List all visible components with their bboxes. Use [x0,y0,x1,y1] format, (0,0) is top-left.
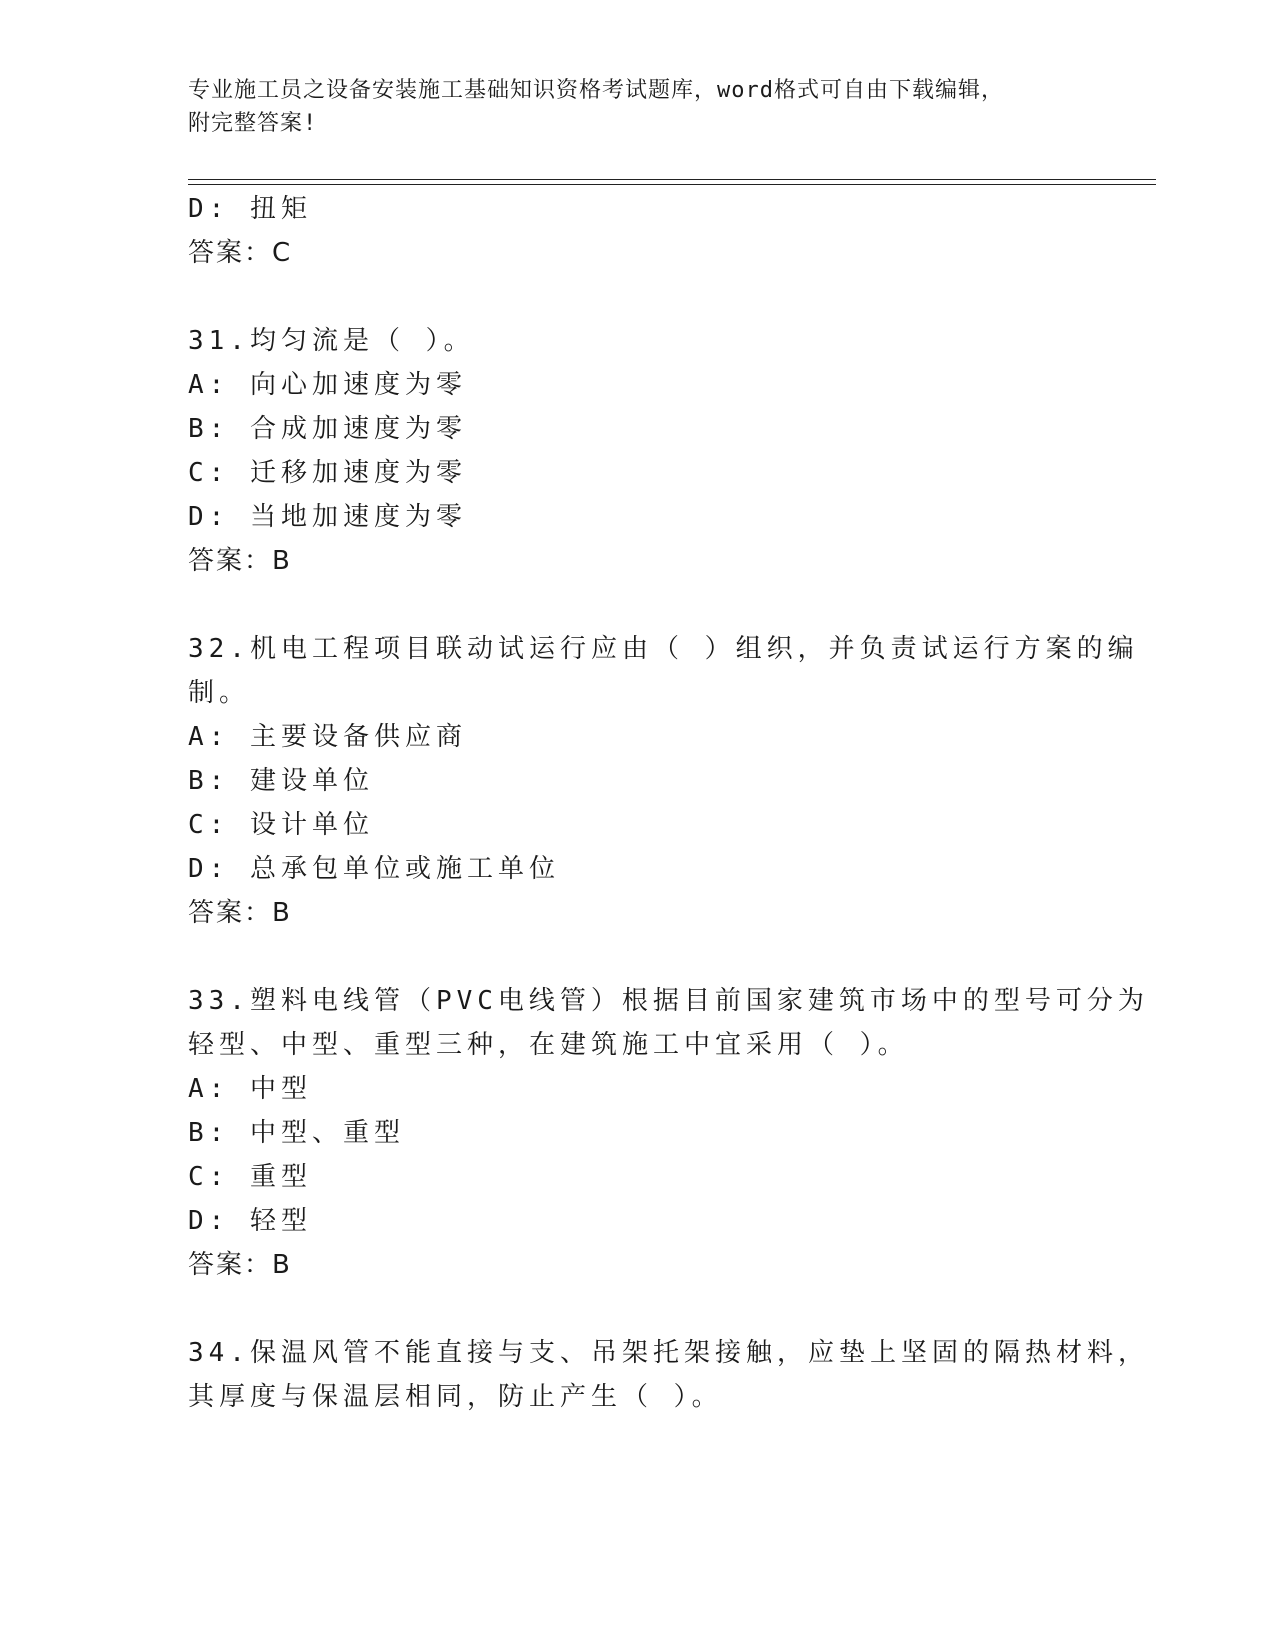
q33-option-b: B: 中型、重型 [188,1118,405,1148]
q31-answer: 答案：B [188,546,292,576]
q32-option-a: A: 主要设备供应商 [188,722,467,752]
q31-option-a: A: 向心加速度为零 [188,370,467,400]
header-line-1: 专业施工员之设备安装施工基础知识资格考试题库，word格式可自由下载编辑， [188,78,1004,103]
header-divider-bottom [188,184,1156,185]
header-line-2: 附完整答案! [188,111,318,136]
q32-stem-line-2: 制。 [188,678,251,708]
q33-option-c: C: 重型 [188,1162,312,1192]
q33-stem-line-1: 33.塑料电线管（PVC电线管）根据目前国家建筑市场中的型号可分为 [188,986,1149,1016]
q32-option-c: C: 设计单位 [188,810,374,840]
q34-stem-line-2: 其厚度与保温层相同，防止产生（ ）。 [188,1382,723,1412]
document-header [188,74,1088,140]
q33-option-a: A: 中型 [188,1074,312,1104]
q34-stem-line-1: 34.保温风管不能直接与支、吊架托架接触，应垫上坚固的隔热材料， [188,1338,1149,1368]
q32-option-b: B: 建设单位 [188,766,374,796]
prev-option-d: D: 扭矩 [188,194,312,224]
q31-option-c: C: 迁移加速度为零 [188,458,467,488]
q32-stem-line-1: 32.机电工程项目联动试运行应由（ ）组织，并负责试运行方案的编 [188,634,1139,664]
q31-option-d: D: 当地加速度为零 [188,502,467,532]
q33-answer: 答案：B [188,1250,292,1280]
q33-stem-line-2: 轻型、中型、重型三种，在建筑施工中宜采用（ ）。 [188,1030,909,1060]
q32-option-d: D: 总承包单位或施工单位 [188,854,560,884]
prev-answer: 答案：C [188,238,293,268]
q32-answer: 答案：B [188,898,292,928]
q31-stem: 31.均匀流是（ ）。 [188,326,475,356]
q31-option-b: B: 合成加速度为零 [188,414,467,444]
header-divider-top [188,179,1156,180]
q33-option-d: D: 轻型 [188,1206,312,1236]
